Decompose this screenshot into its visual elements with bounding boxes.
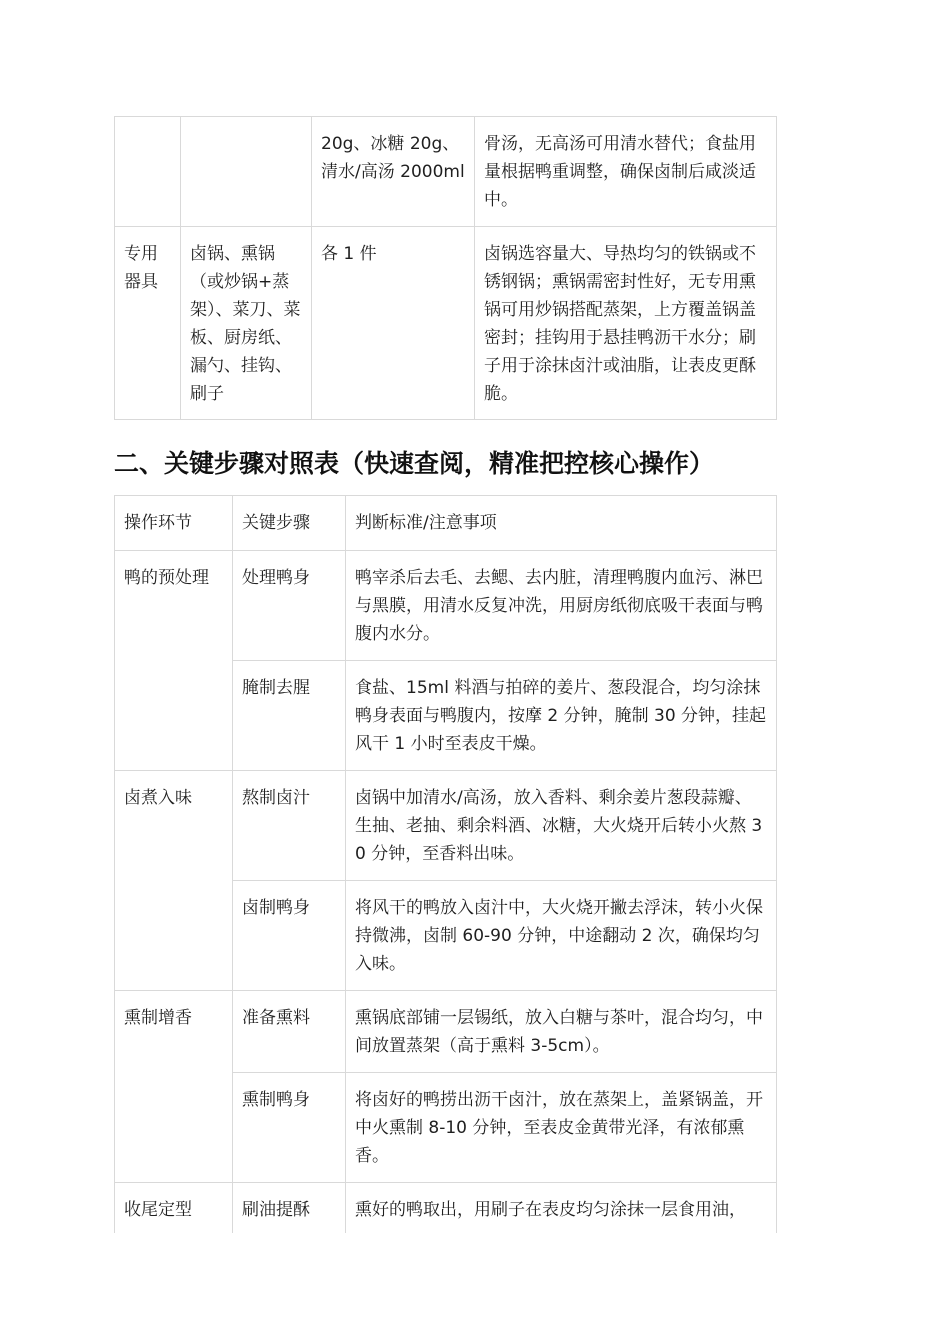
step-note-cell: 熏锅底部铺一层锡纸，放入白糖与茶叶，混合均匀，中间放置蒸架（高于熏料 3-5cm）。	[346, 991, 777, 1073]
table-row	[115, 551, 777, 661]
step-note-cell: 将风干的鸭放入卤汁中，大火烧开撇去浮沫，转小火保持微沸，卤制 60-90 分钟，中途翻动 2 次，确保均匀入味。	[346, 881, 777, 991]
key-steps-table	[114, 495, 777, 1233]
section-heading: 二、关键步骤对照表（快速查阅，精准把控核心操作）	[114, 449, 715, 478]
table-cell-item: 卤锅、熏锅（或炒锅+蒸架）、菜刀、菜板、厨房纸、漏勺、挂钩、刷子	[181, 227, 312, 420]
step-name-cell: 卤制鸭身	[233, 881, 346, 991]
table-cell-amount: 20g、冰糖 20g、清水/高汤 2000ml	[312, 117, 475, 227]
table-row	[115, 771, 777, 881]
step-note-cell: 熏好的鸭取出，用刷子在表皮均匀涂抹一层食用油，	[346, 1183, 777, 1234]
stage-cell: 鸭的预处理	[115, 551, 233, 771]
step-note-cell: 鸭宰杀后去毛、去鳃、去内脏，清理鸭腹内血污、淋巴与黑膜，用清水反复冲洗，用厨房纸彻底吸干表面与鸭腹内水分。	[346, 551, 777, 661]
step-name-cell: 熏制鸭身	[233, 1073, 346, 1183]
step-note-cell: 将卤好的鸭捞出沥干卤汁，放在蒸架上，盖紧锅盖，开中火熏制 8-10 分钟，至表皮金黄带光泽，有浓郁熏香。	[346, 1073, 777, 1183]
table-cell-amount: 各 1 件	[312, 227, 475, 420]
step-note-cell: 食盐、15ml 料酒与拍碎的姜片、葱段混合，均匀涂抹鸭身表面与鸭腹内，按摩 2 分钟，腌制 30 分钟，挂起风干 1 小时至表皮干燥。	[346, 661, 777, 771]
table-cell-category: 专用器具	[115, 227, 181, 420]
step-name-cell: 熬制卤汁	[233, 771, 346, 881]
stage-cell: 收尾定型	[115, 1183, 233, 1234]
stage-cell: 卤煮入味	[115, 771, 233, 991]
table-row	[115, 117, 777, 227]
step-name-cell: 刷油提酥	[233, 1183, 346, 1234]
step-note-cell: 卤锅中加清水/高汤，放入香料、剩余姜片葱段蒜瓣、生抽、老抽、剩余料酒、冰糖，大火烧开后转小火熬 30 分钟，至香料出味。	[346, 771, 777, 881]
step-name-cell: 准备熏料	[233, 991, 346, 1073]
table-row	[115, 991, 777, 1073]
ingredients-tools-table	[114, 116, 777, 420]
table-cell-note: 骨汤，无高汤可用清水替代；食盐用量根据鸭重调整，确保卤制后咸淡适中。	[475, 117, 777, 227]
table-cell-item	[181, 117, 312, 227]
header-cell-step: 关键步骤	[233, 496, 346, 551]
table-row	[115, 1183, 777, 1234]
table-cell-note: 卤锅选容量大、导热均匀的铁锅或不锈钢锅；熏锅需密封性好，无专用熏锅可用炒锅搭配蒸架，上方覆盖锅盖密封；挂钩用于悬挂鸭沥干水分；刷子用于涂抹卤汁或油脂，让表皮更酥脆。	[475, 227, 777, 420]
header-cell-stage: 操作环节	[115, 496, 233, 551]
table-cell-category	[115, 117, 181, 227]
table-header-row	[115, 496, 777, 551]
stage-cell: 熏制增香	[115, 991, 233, 1183]
step-name-cell: 处理鸭身	[233, 551, 346, 661]
header-cell-note: 判断标准/注意事项	[346, 496, 777, 551]
step-name-cell: 腌制去腥	[233, 661, 346, 771]
table-row	[115, 227, 777, 420]
